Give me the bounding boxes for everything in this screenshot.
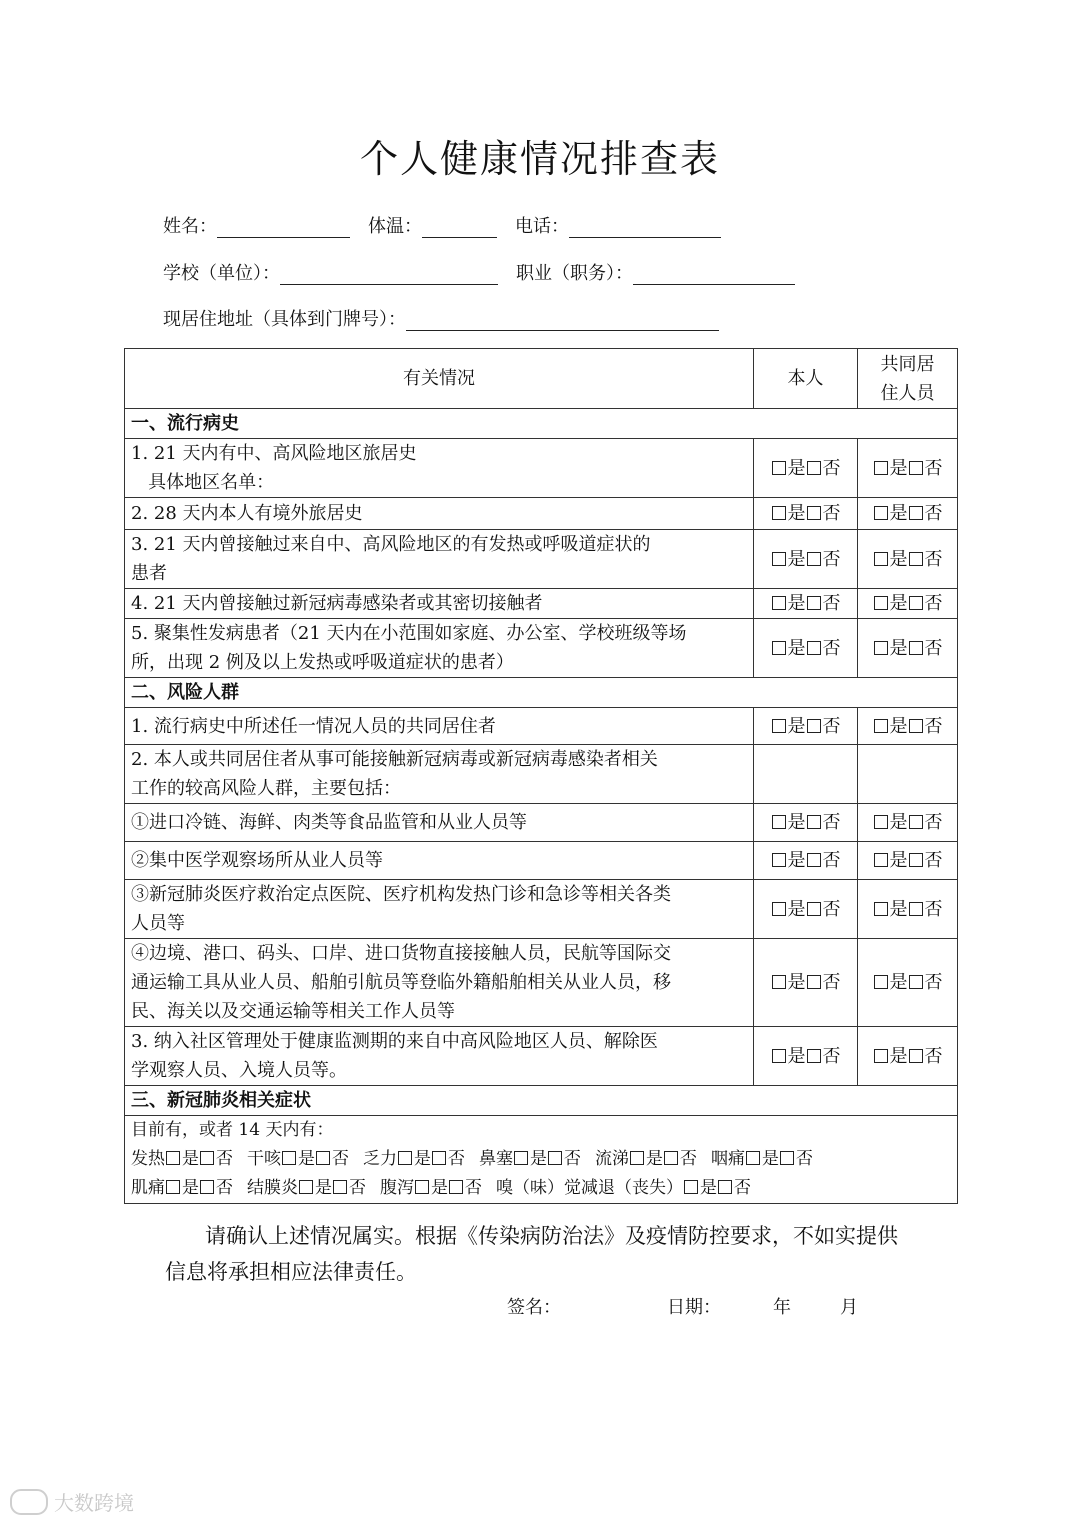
yes-checkbox[interactable]: [874, 461, 888, 475]
yes-checkbox[interactable]: [630, 1151, 644, 1165]
no-checkbox[interactable]: [807, 641, 821, 655]
row-text: 1. 流行病史中所述任一情况人员的共同居住者: [131, 715, 496, 737]
job-field[interactable]: [633, 264, 795, 285]
name-label: 姓名：: [163, 216, 217, 237]
yes-checkbox[interactable]: [874, 902, 888, 916]
no-checkbox[interactable]: [909, 719, 923, 733]
no-checkbox[interactable]: [807, 853, 821, 867]
health-check-table: [124, 348, 958, 1204]
address-field[interactable]: [406, 310, 719, 331]
row-text: ①进口冷链、海鲜、肉类等食品监管和从业人员等: [131, 812, 527, 833]
row-text: ②集中医学观察场所从业人员等: [131, 850, 383, 871]
yes-checkbox[interactable]: [874, 975, 888, 989]
no-label: 否: [349, 1178, 366, 1198]
cohabitant-choice: 是 否: [858, 530, 958, 589]
table-row: [125, 530, 958, 589]
symptom-label: 干咳: [247, 1149, 281, 1169]
yes-label: 是: [315, 1178, 332, 1198]
no-checkbox[interactable]: [807, 719, 821, 733]
info-row-2: [163, 259, 813, 285]
no-checkbox[interactable]: [909, 641, 923, 655]
symptom-item: [363, 1149, 465, 1169]
no-checkbox[interactable]: [807, 596, 821, 610]
no-checkbox[interactable]: [432, 1151, 446, 1165]
temperature-label: 体温：: [368, 216, 422, 237]
symptom-label: 结膜炎: [247, 1178, 298, 1198]
yes-checkbox[interactable]: [772, 506, 786, 520]
yes-checkbox[interactable]: [415, 1180, 429, 1194]
self-choice: 是 否: [754, 708, 858, 745]
empty-cell: [858, 745, 958, 804]
symptom-item: [479, 1149, 581, 1169]
no-checkbox[interactable]: [200, 1180, 214, 1194]
yes-label: 是: [182, 1178, 199, 1198]
cohabitant-choice: 是 否: [858, 880, 958, 939]
no-checkbox[interactable]: [664, 1151, 678, 1165]
no-checkbox[interactable]: [909, 815, 923, 829]
no-checkbox[interactable]: [807, 975, 821, 989]
row-text: 具体地区名单：: [131, 472, 275, 493]
symptoms-line-1: [131, 1145, 951, 1174]
yes-checkbox[interactable]: [772, 461, 786, 475]
no-checkbox[interactable]: [807, 552, 821, 566]
yes-checkbox[interactable]: [772, 975, 786, 989]
row-text: 2. 28 天内本人有境外旅居史: [131, 503, 363, 524]
self-choice: 是 否: [754, 439, 858, 498]
self-choice: 是 否: [754, 619, 858, 678]
table-row: [125, 498, 958, 530]
no-checkbox[interactable]: [909, 853, 923, 867]
table-header: [125, 349, 958, 409]
yes-label: 是: [298, 1149, 315, 1169]
no-checkbox[interactable]: [449, 1180, 463, 1194]
yes-checkbox[interactable]: [299, 1180, 313, 1194]
yes-checkbox[interactable]: [772, 902, 786, 916]
no-label: 否: [448, 1149, 465, 1169]
no-label: 否: [564, 1149, 581, 1169]
symptom-label: 咽痛: [711, 1149, 745, 1169]
yes-label: 是: [762, 1149, 779, 1169]
info-row-3: [163, 305, 737, 331]
year-label: 年: [773, 1297, 791, 1318]
yes-checkbox[interactable]: [166, 1151, 180, 1165]
cohabitant-choice: 是 否: [858, 439, 958, 498]
yes-checkbox[interactable]: [772, 815, 786, 829]
symptom-item: [131, 1178, 233, 1198]
symptoms-row: [125, 1116, 958, 1204]
no-checkbox[interactable]: [333, 1180, 347, 1194]
symptom-item: [247, 1149, 349, 1169]
table-row: [125, 939, 958, 1027]
yes-checkbox[interactable]: [772, 1049, 786, 1063]
symptom-label: 嗅（味）觉减退（丧失）: [496, 1178, 683, 1198]
header-item: 有关情况: [125, 349, 754, 409]
no-checkbox[interactable]: [909, 1049, 923, 1063]
self-choice: 是 否: [754, 804, 858, 842]
self-choice: 是 否: [754, 498, 858, 530]
row-text: ③新冠肺炎医疗救治定点医院、医疗机构发热门诊和急诊等相关各类: [131, 884, 671, 905]
no-checkbox[interactable]: [807, 815, 821, 829]
empty-cell: [754, 745, 858, 804]
job-label: 职业（职务）：: [516, 263, 633, 284]
no-checkbox[interactable]: [807, 1049, 821, 1063]
no-label: 否: [680, 1149, 697, 1169]
yes-label: 是: [431, 1178, 448, 1198]
yes-checkbox[interactable]: [874, 596, 888, 610]
no-label: 否: [216, 1149, 233, 1169]
date-label: 日期：: [667, 1297, 721, 1318]
table-row: [125, 804, 958, 842]
row-text: 3. 纳入社区管理处于健康监测期的来自中高风险地区人员、解除医: [131, 1031, 658, 1052]
yes-checkbox[interactable]: [772, 596, 786, 610]
yes-checkbox[interactable]: [874, 719, 888, 733]
row-text: 3. 21 天内曾接触过来自中、高风险地区的有发热或呼吸道症状的: [131, 534, 651, 555]
symptom-label: 发热: [131, 1149, 165, 1169]
no-label: 否: [216, 1178, 233, 1198]
self-choice: 是 否: [754, 530, 858, 589]
symptoms-line-2: [131, 1174, 951, 1203]
school-label: 学校（单位）：: [163, 263, 280, 284]
page-title: 个人健康情况排查表: [359, 137, 720, 181]
school-field[interactable]: [280, 264, 498, 285]
no-checkbox[interactable]: [807, 506, 821, 520]
cohabitant-choice: 是 否: [858, 1027, 958, 1086]
no-label: 否: [465, 1178, 482, 1198]
section-title: 三、新冠肺炎相关症状: [125, 1086, 958, 1116]
no-label: 否: [796, 1149, 813, 1169]
phone-label: 电话：: [515, 216, 569, 237]
no-checkbox[interactable]: [316, 1151, 330, 1165]
row-text: 通运输工具从业人员、船舶引航员等登临外籍船舶相关从业人员，移: [131, 972, 671, 993]
row-text: 所，出现 2 例及以上发热或呼吸道症状的患者）: [131, 652, 514, 673]
yes-checkbox[interactable]: [772, 552, 786, 566]
watermark: [10, 1487, 134, 1516]
table-row: [125, 745, 958, 804]
cohabitant-choice: 是 否: [858, 842, 958, 880]
yes-label: 是: [414, 1149, 431, 1169]
watermark-text: 大数跨境: [54, 1491, 134, 1515]
no-checkbox[interactable]: [909, 461, 923, 475]
no-checkbox[interactable]: [807, 461, 821, 475]
self-choice: 是 否: [754, 880, 858, 939]
phone-field[interactable]: [569, 217, 721, 238]
watermark-logo-icon: [10, 1489, 48, 1515]
temperature-field[interactable]: [422, 217, 497, 238]
cohabitant-choice: 是 否: [858, 804, 958, 842]
self-choice: 是 否: [754, 1027, 858, 1086]
table-row: [125, 880, 958, 939]
no-checkbox[interactable]: [780, 1151, 794, 1165]
row-text: 学观察人员、入境人员等。: [131, 1060, 347, 1081]
row-text: 患者: [131, 563, 167, 584]
row-text: 1. 21 天内有中、高风险地区旅居史: [131, 443, 417, 464]
cohabitant-choice: 是 否: [858, 498, 958, 530]
yes-checkbox[interactable]: [746, 1151, 760, 1165]
yes-checkbox[interactable]: [772, 853, 786, 867]
yes-checkbox[interactable]: [874, 853, 888, 867]
row-text: 5. 聚集性发病患者（21 天内在小范围如家庭、办公室、学校班级等场: [131, 623, 687, 644]
table-row: [125, 589, 958, 619]
cohabitant-choice: 是 否: [858, 939, 958, 1027]
yes-checkbox[interactable]: [772, 641, 786, 655]
row-text: 工作的较高风险人群，主要包括：: [131, 778, 401, 799]
symptom-item: [711, 1149, 813, 1169]
cohabitant-choice: 是 否: [858, 708, 958, 745]
yes-checkbox[interactable]: [514, 1151, 528, 1165]
row-text: 民、海关以及交通运输等相关工作人员等: [131, 1001, 455, 1022]
no-checkbox[interactable]: [909, 506, 923, 520]
yes-checkbox[interactable]: [166, 1180, 180, 1194]
symptom-item: [595, 1149, 697, 1169]
signature-label: 签名：: [507, 1297, 561, 1318]
row-text: 4. 21 天内曾接触过新冠病毒感染者或其密切接触者: [131, 593, 543, 614]
header-cohabitant-line1: 共同居: [880, 353, 935, 375]
no-checkbox[interactable]: [909, 902, 923, 916]
no-checkbox[interactable]: [909, 596, 923, 610]
table-row: [125, 1027, 958, 1086]
yes-checkbox[interactable]: [282, 1151, 296, 1165]
symptom-item: [380, 1178, 482, 1198]
section-title: 一、流行病史: [125, 409, 958, 439]
yes-label: 是: [700, 1178, 717, 1198]
info-row-1: [163, 212, 739, 238]
yes-checkbox[interactable]: [874, 815, 888, 829]
row-text: ④边境、港口、码头、口岸、进口货物直接接触人员，民航等国际交: [131, 943, 671, 964]
symptom-item: [131, 1149, 233, 1169]
yes-label: 是: [646, 1149, 663, 1169]
symptom-label: 肌痛: [131, 1178, 165, 1198]
table-row: [125, 842, 958, 880]
name-field[interactable]: [217, 217, 350, 238]
yes-checkbox[interactable]: [874, 552, 888, 566]
table-row: [125, 619, 958, 678]
yes-checkbox[interactable]: [684, 1180, 698, 1194]
month-label: 月: [840, 1297, 858, 1318]
yes-checkbox[interactable]: [398, 1151, 412, 1165]
header-self: 本人: [754, 349, 858, 409]
cohabitant-choice: 是 否: [858, 589, 958, 619]
no-checkbox[interactable]: [718, 1180, 732, 1194]
section-title: 二、风险人群: [125, 678, 958, 708]
symptom-label: 乏力: [363, 1149, 397, 1169]
table-row: [125, 708, 958, 745]
no-label: 否: [734, 1178, 751, 1198]
header-cohabitant: [858, 349, 958, 409]
row-text: 2. 本人或共同居住者从事可能接触新冠病毒或新冠病毒感染者相关: [131, 749, 658, 770]
no-checkbox[interactable]: [909, 975, 923, 989]
row-text: 人员等: [131, 913, 185, 934]
yes-checkbox[interactable]: [772, 719, 786, 733]
no-label: 否: [332, 1149, 349, 1169]
no-checkbox[interactable]: [807, 902, 821, 916]
no-checkbox[interactable]: [909, 552, 923, 566]
declaration: 请确认上述情况属实。根据《传染病防治法》及疫情防控要求，不如实提供信息将承担相应法律责任。: [165, 1224, 898, 1284]
no-checkbox[interactable]: [548, 1151, 562, 1165]
yes-checkbox[interactable]: [874, 641, 888, 655]
address-label: 现居住地址（具体到门牌号）：: [163, 309, 406, 330]
symptom-label: 流涕: [595, 1149, 629, 1169]
symptom-label: 鼻塞: [479, 1149, 513, 1169]
self-choice: 是 否: [754, 939, 858, 1027]
symptom-item: [247, 1178, 366, 1198]
yes-checkbox[interactable]: [874, 506, 888, 520]
symptom-label: 腹泻: [380, 1178, 414, 1198]
symptom-item: [496, 1178, 751, 1198]
self-choice: 是 否: [754, 589, 858, 619]
self-choice: 是 否: [754, 842, 858, 880]
header-cohabitant-line2: 住人员: [880, 382, 935, 404]
table-row: [125, 439, 958, 498]
symptoms-intro: 目前有，或者 14 天内有：: [131, 1120, 334, 1140]
no-checkbox[interactable]: [200, 1151, 214, 1165]
yes-label: 是: [530, 1149, 547, 1169]
yes-label: 是: [182, 1149, 199, 1169]
cohabitant-choice: 是 否: [858, 619, 958, 678]
yes-checkbox[interactable]: [874, 1049, 888, 1063]
